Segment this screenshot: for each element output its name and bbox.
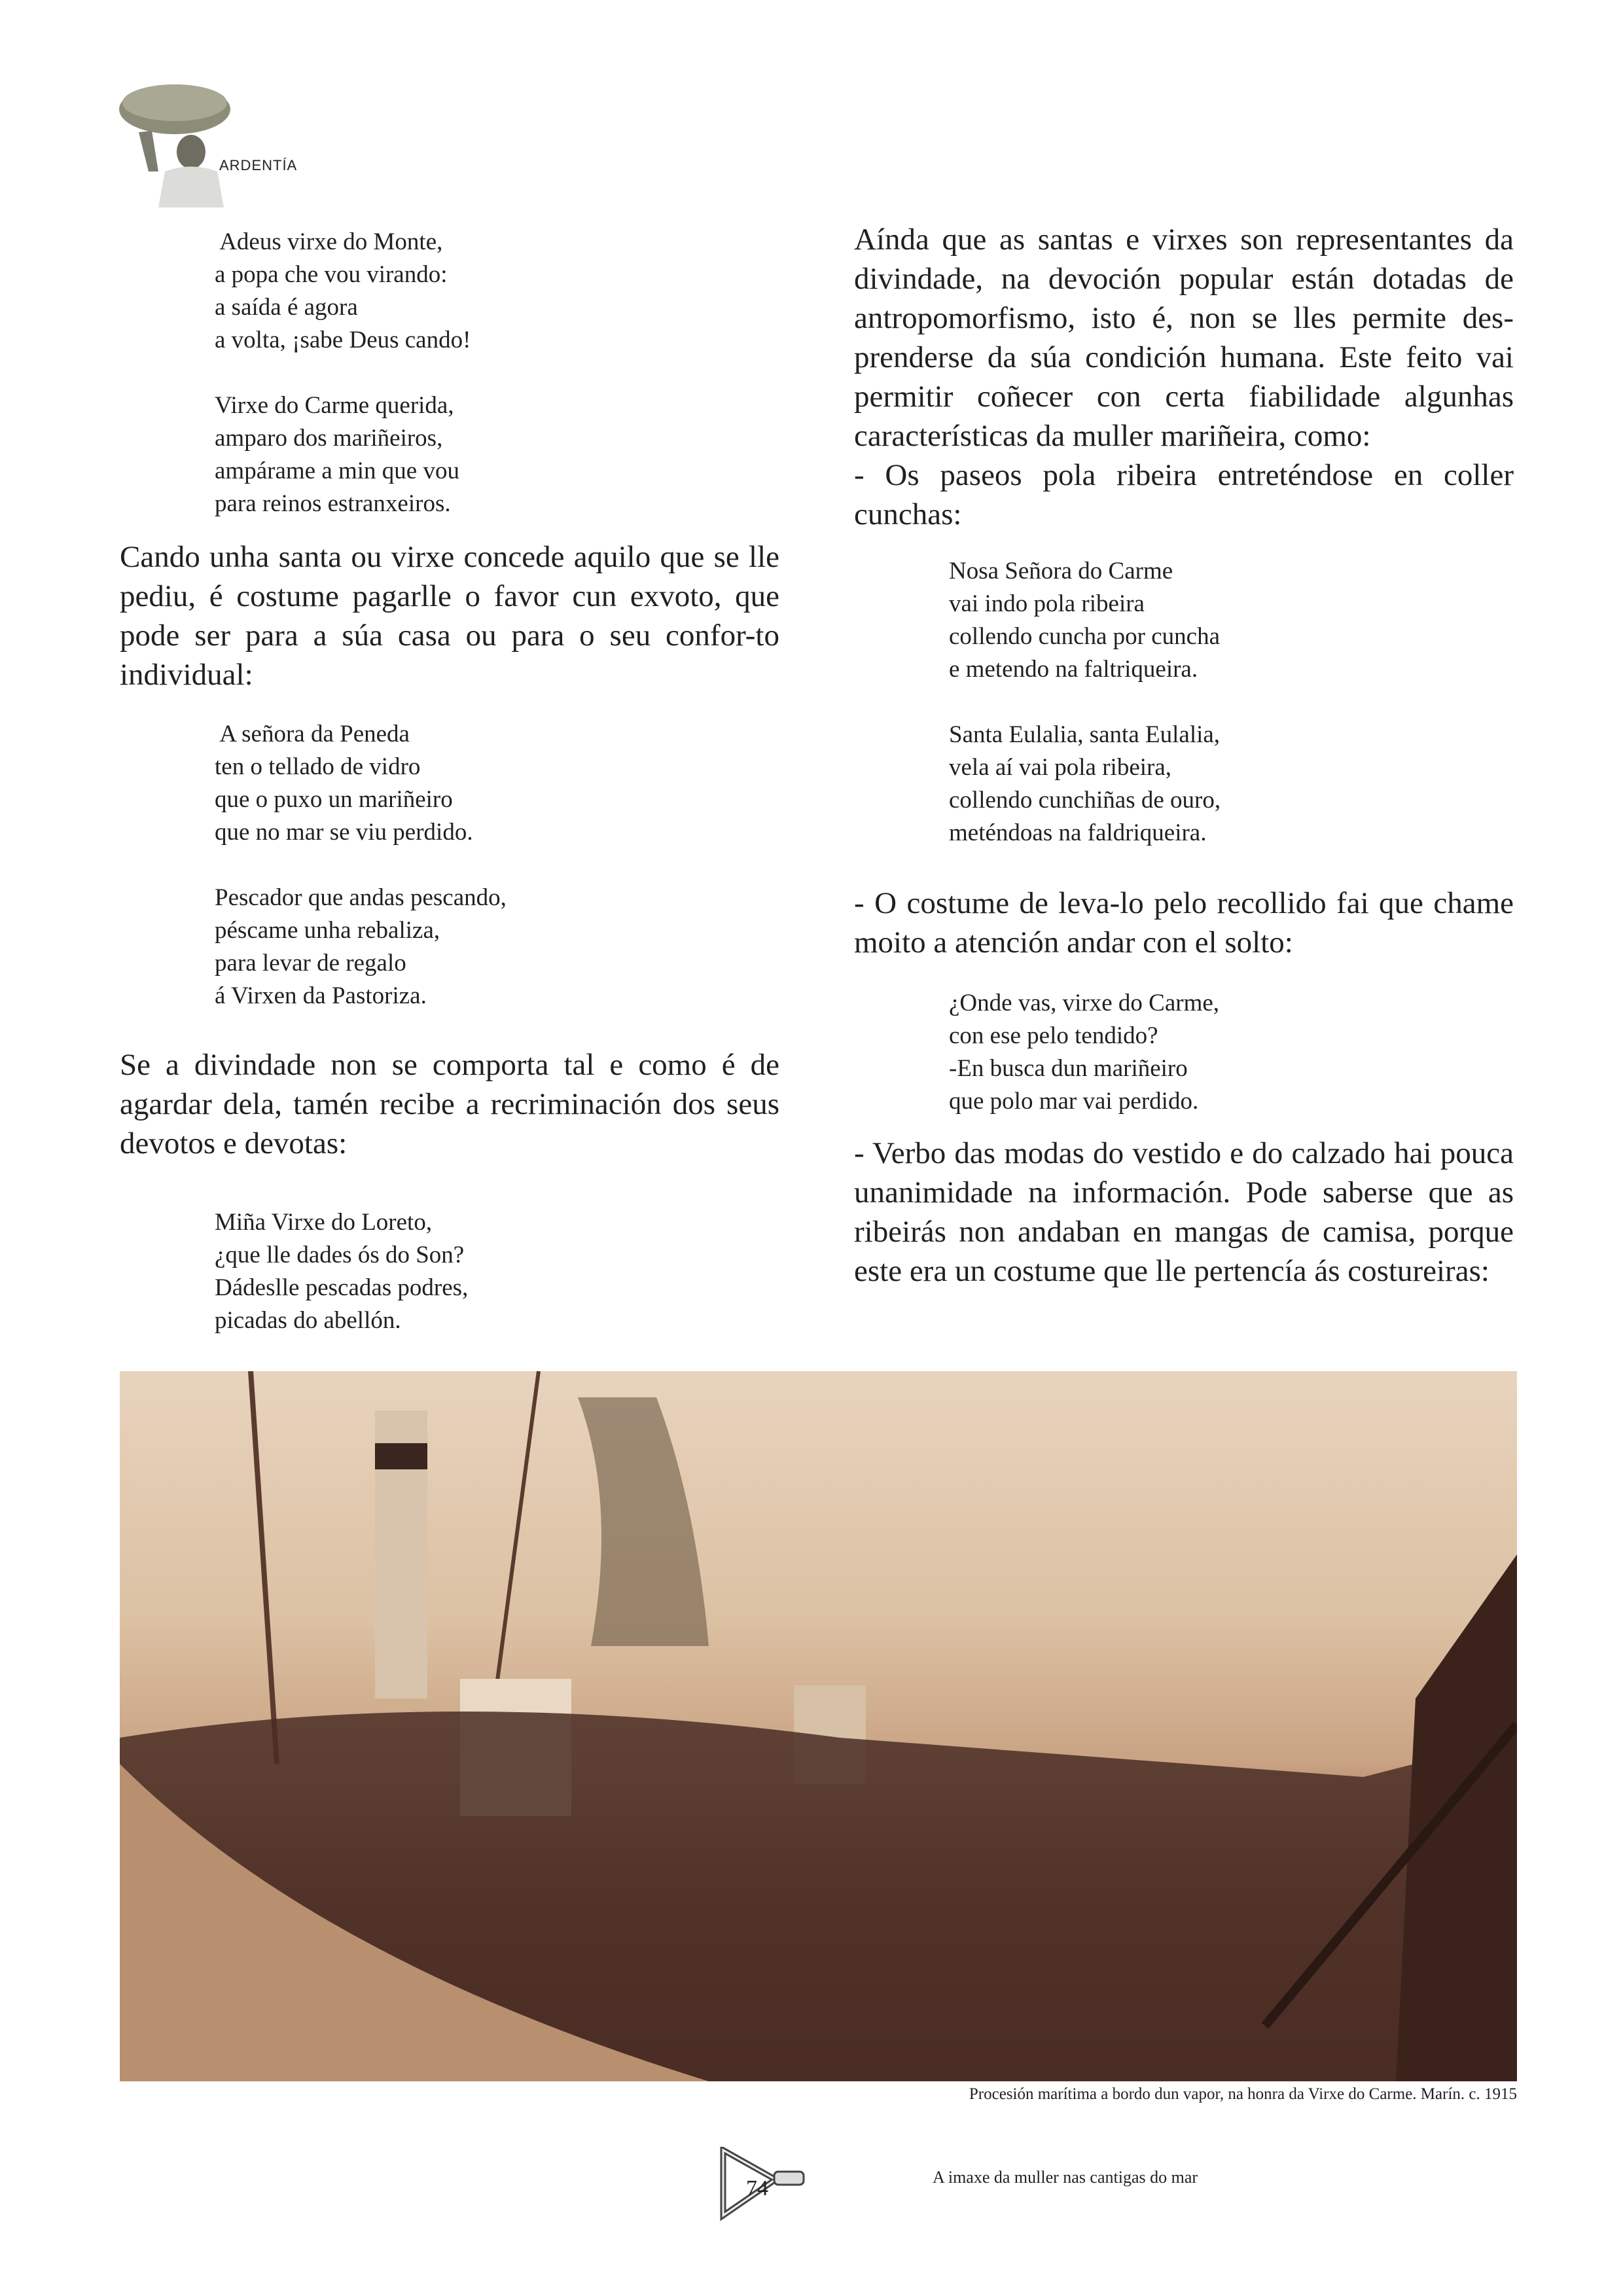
verse-line: ampárame a min que vou	[215, 457, 459, 484]
verse-line: collendo cunchiñas de ouro,	[949, 787, 1221, 814]
verse-line: vela aí vai pola ribeira,	[949, 754, 1172, 781]
paragraph: - Verbo das modas do vestido e do calzado hai pouca unanimidade na información. Pode saberse que as ribeirás non andaban en mangas de camisa, porque este era un costume que lle pertencía ás costureiras:	[854, 1136, 1514, 1288]
verse-line: Dádeslle pescadas podres,	[215, 1274, 469, 1301]
verse-line: picadas do abellón.	[215, 1307, 401, 1334]
verse-line: para levar de regalo	[215, 950, 406, 977]
paragraph: Cando unha santa ou virxe concede aquilo que se lle pediu, é costume pagarlle o favor cun exvoto, que pode ser para a súa casa ou para o seu confor-to individual:	[120, 540, 779, 692]
verse-line: Virxe do Carme querida,	[215, 392, 454, 419]
verse-block	[120, 1206, 779, 1337]
verse-block	[854, 987, 1514, 1118]
verse-line: A señora da Peneda	[215, 721, 410, 747]
verse-line: collendo cuncha por cuncha	[949, 623, 1221, 650]
verse-line: -En busca dun mariñeiro	[949, 1055, 1188, 1082]
verse-line: ¿Onde vas, virxe do Carme,	[949, 990, 1220, 1016]
verse-line: a saída é agora	[215, 294, 358, 321]
verse-line: Adeus virxe do Monte,	[215, 228, 443, 255]
verse-block	[854, 555, 1514, 850]
verse-line: que polo mar vai perdido.	[949, 1088, 1199, 1115]
verse-line: Santa Eulalia, santa Eulalia,	[949, 721, 1221, 748]
paragraph: Aínda que as santas e virxes son representantes da divindade, na devoción popular están dotadas de antropomorfismo, isto é, non se lles permite des-prenderse da súa condición humana. Este feito vai permitir coñecer con certa fiabilidade algunhas características da muller mariñeira, como:	[854, 223, 1514, 453]
verse-line: Pescador que andas pescando,	[215, 884, 507, 911]
brand-name: ARDENTÍA	[219, 157, 298, 173]
verse-gap	[949, 686, 1514, 719]
verse-line: á Virxen da Pastoriza.	[215, 982, 427, 1009]
verse-line: con ese pelo tendido?	[949, 1022, 1158, 1049]
verse-gap	[215, 357, 779, 389]
photo-caption: Procesión marítima a bordo dun vapor, na honra da Virxe do Carme. Marín. c. 1915	[969, 2085, 1517, 2103]
verse-line: meténdoas na faldriqueira.	[949, 819, 1207, 846]
verse-line: péscame unha rebaliza,	[215, 917, 440, 944]
verse-line: e metendo na faltriqueira.	[949, 656, 1198, 683]
verse-line: amparo dos mariñeiros,	[215, 425, 443, 452]
paragraph: - Os paseos pola ribeira entreténdose en coller cunchas:	[854, 458, 1514, 531]
verse-line: vai indo pola ribeira	[949, 590, 1145, 617]
verse-line: Miña Virxe do Loreto,	[215, 1209, 433, 1236]
verse-line: para reinos estranxeiros.	[215, 490, 451, 517]
verse-block	[120, 718, 779, 1013]
verse-gap	[215, 849, 779, 882]
verse-line: a popa che vou virando:	[215, 261, 448, 288]
procession-photo	[120, 1371, 1517, 2081]
ardentia-logo	[113, 73, 250, 207]
left-column	[120, 226, 779, 1337]
verse-line: Nosa Señora do Carme	[949, 558, 1173, 584]
paragraph: - O costume de leva-lo pelo recollido fai que chame moito a atención andar con el solto:	[854, 886, 1514, 960]
verse-line: que no mar se viu perdido.	[215, 819, 473, 846]
footer-title: A imaxe da muller nas cantigas do mar	[933, 2168, 1198, 2187]
page-number: 74	[746, 2176, 768, 2200]
verse-line: que o puxo un mariñeiro	[215, 786, 453, 813]
verse-line: a volta, ¡sabe Deus cando!	[215, 327, 471, 353]
verse-block	[120, 226, 779, 520]
paragraph: Se a divindade non se comporta tal e como é de agardar dela, tamén recibe a recriminación dos seus devotos e devotas:	[120, 1048, 779, 1160]
verse-line: ¿que lle dades ós do Son?	[215, 1242, 465, 1268]
right-column	[854, 220, 1514, 1291]
verse-line: ten o tellado de vidro	[215, 753, 421, 780]
